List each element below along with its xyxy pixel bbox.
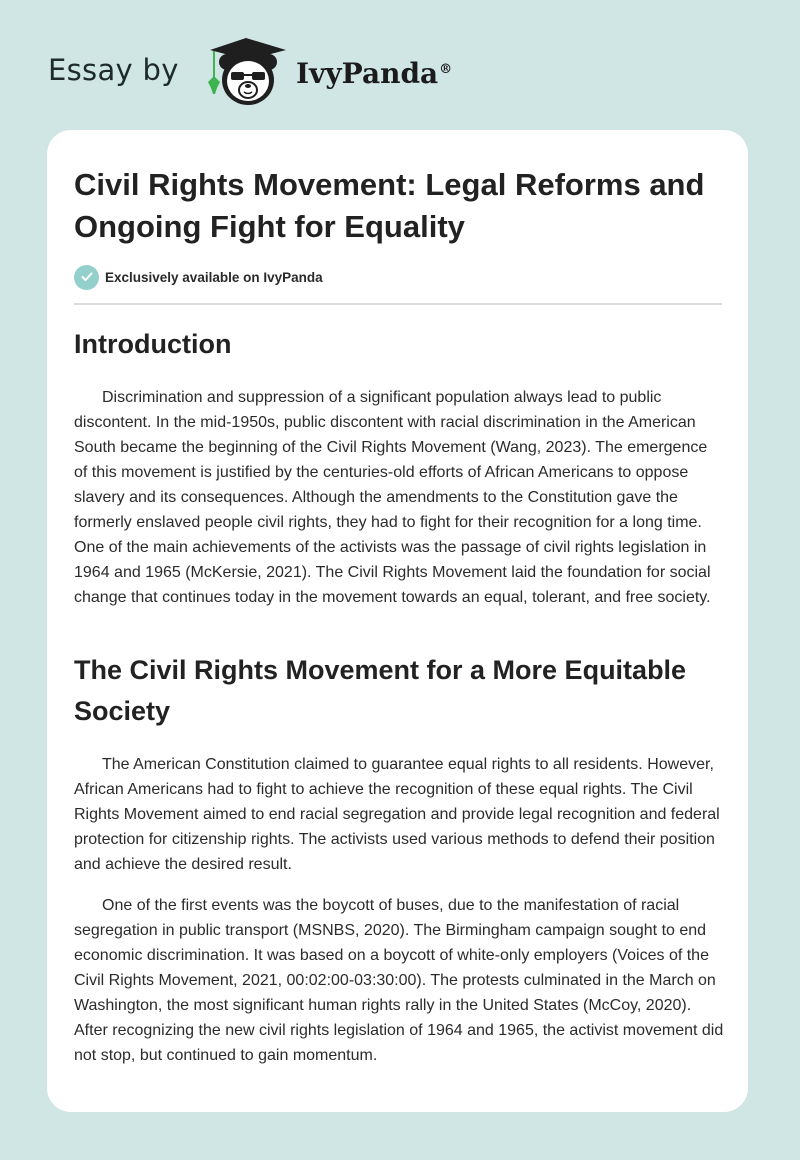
paragraph-equitable-society-2: One of the first events was the boycott of buses, due to the manifestation of racial segregation in public transport (MSNBS, 2020). The Birmingham campaign sought to end economic discrimination. It was based on a boycott of white-only employers (Voices of the Civil Rights Movement, 2021, 00:02:00-03:30:00). The protests culminated in the March on Washington, the most significant human rights rally in the United States (McCoy, 2020). After recognizing the new civil rights legislation of 1964 and 1965, the activist movement did not stop, but continued to gain momentum. (74, 897, 724, 1064)
registered-mark: ® (439, 62, 453, 77)
ivypanda-logo-icon[interactable] (202, 36, 292, 108)
essay-title: Civil Rights Movement: Legal Reforms and Ongoing Fight for Equality (74, 167, 705, 244)
site-header (0, 0, 800, 130)
divider (74, 303, 722, 305)
brand-name[interactable] (296, 54, 452, 94)
paragraph-introduction-1: Discrimination and suppression of a significant population always lead to public discontent. In the mid-1950s, public discontent with racial discrimination in the American South became the beginning of the Civil Rights Movement (Wang, 2023). The emergence of this movement is justified by the centuries-old efforts of African Americans to oppose slavery and its consequences. Although the amendments to the Constitution gave the formerly enslaved people civil rights, they had to fight for their recognition for a long time. One of the main achievements of the activists was the passage of civil rights legislation in 1964 and 1965 (McKersie, 2021). The Civil Rights Movement laid the foundation for social change that continues today in the movement towards an equal, tolerant, and free society. (74, 389, 711, 606)
section-heading-introduction: Introduction (74, 329, 232, 359)
check-circle-icon (74, 265, 99, 290)
section-heading-equitable-society: The Civil Rights Movement for a More Equitable Society (74, 655, 687, 726)
essay-by-label: Essay by (48, 53, 179, 87)
essay-card (47, 130, 748, 1112)
paragraph-equitable-society-1: The American Constitution claimed to guarantee equal rights to all residents. However, African Americans had to fight to achieve the recognition of these equal rights. The Civil Rights Movement aimed to end racial segregation and provide legal recognition and federal protection for citizenship rights. The activists used various methods to defend their position and achieve the desired result. (74, 756, 720, 873)
brand-name-text: IvyPanda (296, 57, 439, 90)
exclusive-badge (74, 264, 323, 290)
exclusive-badge-text: Exclusively available on IvyPanda (105, 269, 323, 285)
